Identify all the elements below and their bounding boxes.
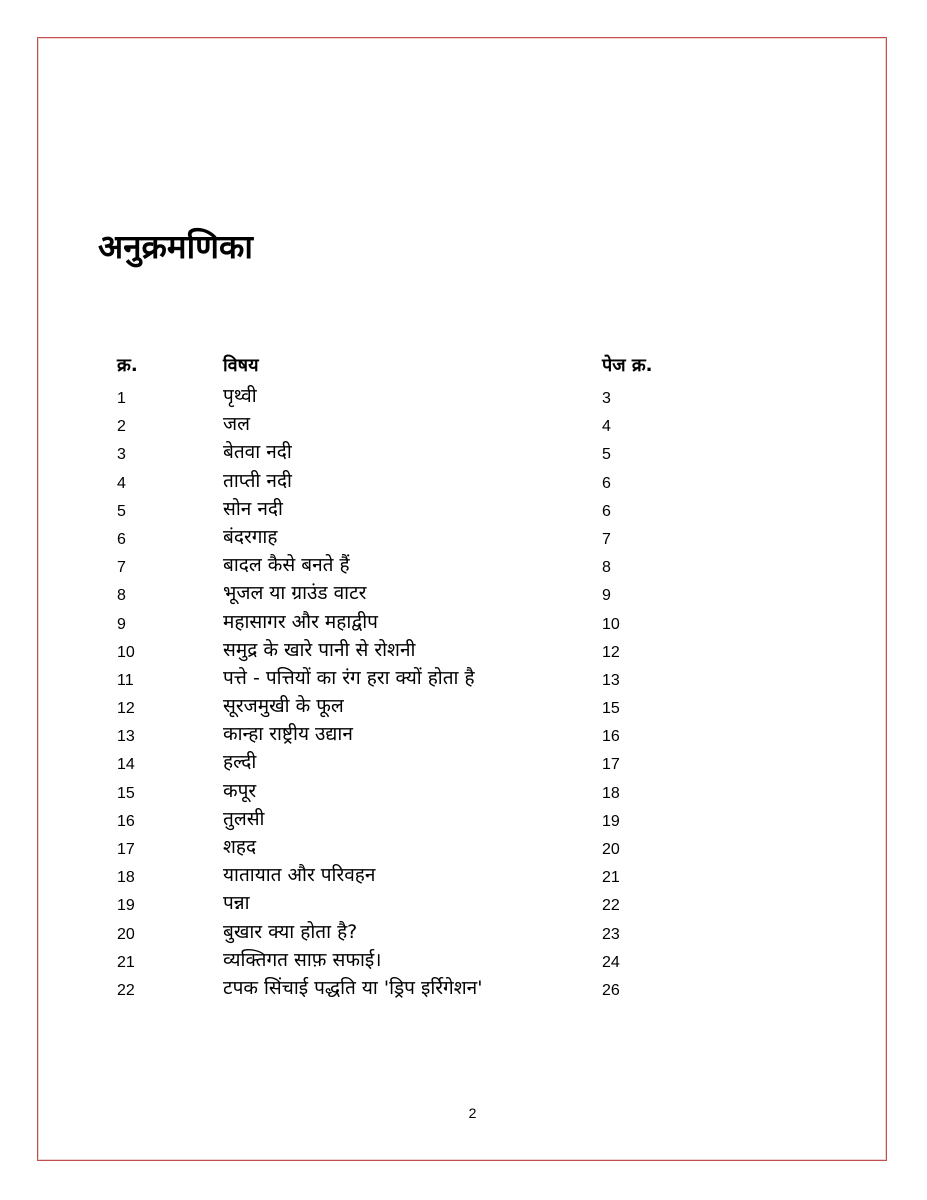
toc-row-number: 7 — [117, 559, 126, 577]
toc-row — [117, 438, 717, 466]
toc-row-number: 2 — [117, 418, 126, 436]
toc-row-page: 20 — [602, 841, 620, 858]
toc-row-topic: बुखार क्या होता है? — [223, 920, 358, 943]
toc-row — [117, 889, 717, 917]
toc-row-page: 24 — [602, 953, 620, 971]
toc-row-page: 6 — [602, 474, 611, 492]
toc-row — [117, 918, 717, 946]
toc-row — [117, 720, 717, 748]
toc-row-number: 19 — [117, 897, 135, 915]
toc-row-number: 8 — [117, 587, 126, 605]
toc-row-page: 7 — [602, 530, 611, 548]
toc-row-number: 4 — [117, 474, 126, 492]
toc-row — [117, 382, 717, 410]
toc-row — [117, 551, 717, 579]
toc-row — [117, 579, 717, 607]
toc-row-topic: बंदरगाह — [223, 525, 278, 548]
toc-row — [117, 410, 717, 438]
toc-row-topic: जल — [223, 413, 250, 436]
toc-row-topic: पन्ना — [223, 892, 250, 915]
toc-row-topic: भूजल या ग्राउंड वाटर — [223, 582, 367, 605]
toc-row-number: 10 — [117, 643, 135, 661]
toc-row-number: 1 — [117, 390, 126, 407]
page-number: 2 — [468, 1105, 477, 1121]
toc-row — [117, 777, 717, 805]
toc-row-page: 8 — [602, 559, 611, 577]
toc-row-topic: कपूर — [223, 779, 257, 802]
toc-row-topic: टपक सिंचाई पद्धति या 'ड्रिप इर्रिगेशन' — [223, 976, 483, 999]
toc-row-number: 17 — [117, 841, 135, 858]
toc-row-number: 21 — [117, 953, 135, 971]
toc-row — [117, 608, 717, 636]
toc-row-page: 21 — [602, 869, 620, 887]
toc-row-page: 26 — [602, 981, 620, 999]
toc-row-number: 16 — [117, 812, 135, 830]
toc-row — [117, 523, 717, 551]
toc-row-page: 15 — [602, 700, 620, 718]
toc-header-row — [117, 352, 717, 382]
toc-row — [117, 974, 717, 1002]
toc-row-number: 20 — [117, 925, 135, 943]
toc-row-number: 22 — [117, 981, 135, 999]
toc-row-number: 15 — [117, 784, 135, 802]
toc-row-page: 23 — [602, 925, 620, 943]
toc-row-page: 12 — [602, 643, 620, 661]
toc-row-number: 11 — [117, 671, 134, 689]
toc-row — [117, 861, 717, 889]
toc-row — [117, 636, 717, 664]
header-topic: विषय — [223, 355, 259, 376]
toc-row — [117, 467, 717, 495]
toc-row-page: 3 — [602, 390, 611, 407]
toc-row-number: 6 — [117, 530, 126, 548]
toc-row-topic: समुद्र के खारे पानी से रोशनी — [223, 638, 416, 661]
toc-row-number: 12 — [117, 700, 135, 718]
table-of-contents — [117, 352, 717, 1002]
toc-row-topic: सूरजमुखी के फूल — [223, 695, 344, 718]
toc-row-number: 13 — [117, 728, 135, 746]
toc-row — [117, 805, 717, 833]
toc-row-topic: बादल कैसे बनते हैं — [223, 554, 350, 577]
toc-rows — [117, 382, 717, 1002]
toc-row — [117, 833, 717, 861]
toc-row-topic: शहद — [223, 836, 257, 858]
toc-row-number: 18 — [117, 869, 135, 887]
toc-row-number: 14 — [117, 756, 135, 774]
toc-row-page: 10 — [602, 615, 620, 633]
toc-row-page: 19 — [602, 812, 620, 830]
toc-row-number: 3 — [117, 446, 126, 464]
toc-row-page: 5 — [602, 446, 611, 464]
toc-row-page: 17 — [602, 756, 620, 774]
toc-row-topic: हल्दी — [223, 751, 257, 774]
header-number: क्र. — [117, 355, 138, 376]
toc-row-page: 22 — [602, 897, 620, 915]
page-title: अनुक्रमणिका — [98, 227, 253, 266]
toc-row — [117, 664, 717, 692]
toc-row — [117, 946, 717, 974]
toc-row-page: 6 — [602, 502, 611, 520]
toc-row-page: 13 — [602, 671, 620, 689]
toc-row-topic: कान्हा राष्ट्रीय उद्यान — [223, 723, 353, 746]
toc-row-topic: व्यक्तिगत साफ़ सफाई। — [223, 948, 382, 971]
toc-row-page: 16 — [602, 728, 620, 746]
toc-row-topic: सोन नदी — [223, 497, 283, 520]
toc-row-topic: महासागर और महाद्वीप — [223, 610, 378, 633]
header-page: पेज क्र. — [602, 355, 653, 376]
toc-row-page: 18 — [602, 784, 620, 802]
toc-row — [117, 495, 717, 523]
toc-row-number: 9 — [117, 615, 126, 633]
toc-row-topic: पत्ते - पत्तियों का रंग हरा क्यों होता है — [223, 666, 475, 689]
toc-row — [117, 748, 717, 776]
toc-row-topic: तुलसी — [223, 807, 265, 830]
toc-row-page: 9 — [602, 587, 611, 605]
toc-row-topic: पृथ्वी — [223, 385, 257, 407]
toc-row-topic: बेतवा नदी — [223, 441, 292, 464]
toc-row-topic: यातायात और परिवहन — [223, 864, 376, 887]
toc-row-page: 4 — [602, 418, 611, 436]
toc-row — [117, 692, 717, 720]
toc-row-topic: ताप्ती नदी — [223, 469, 292, 492]
toc-row-number: 5 — [117, 502, 126, 520]
